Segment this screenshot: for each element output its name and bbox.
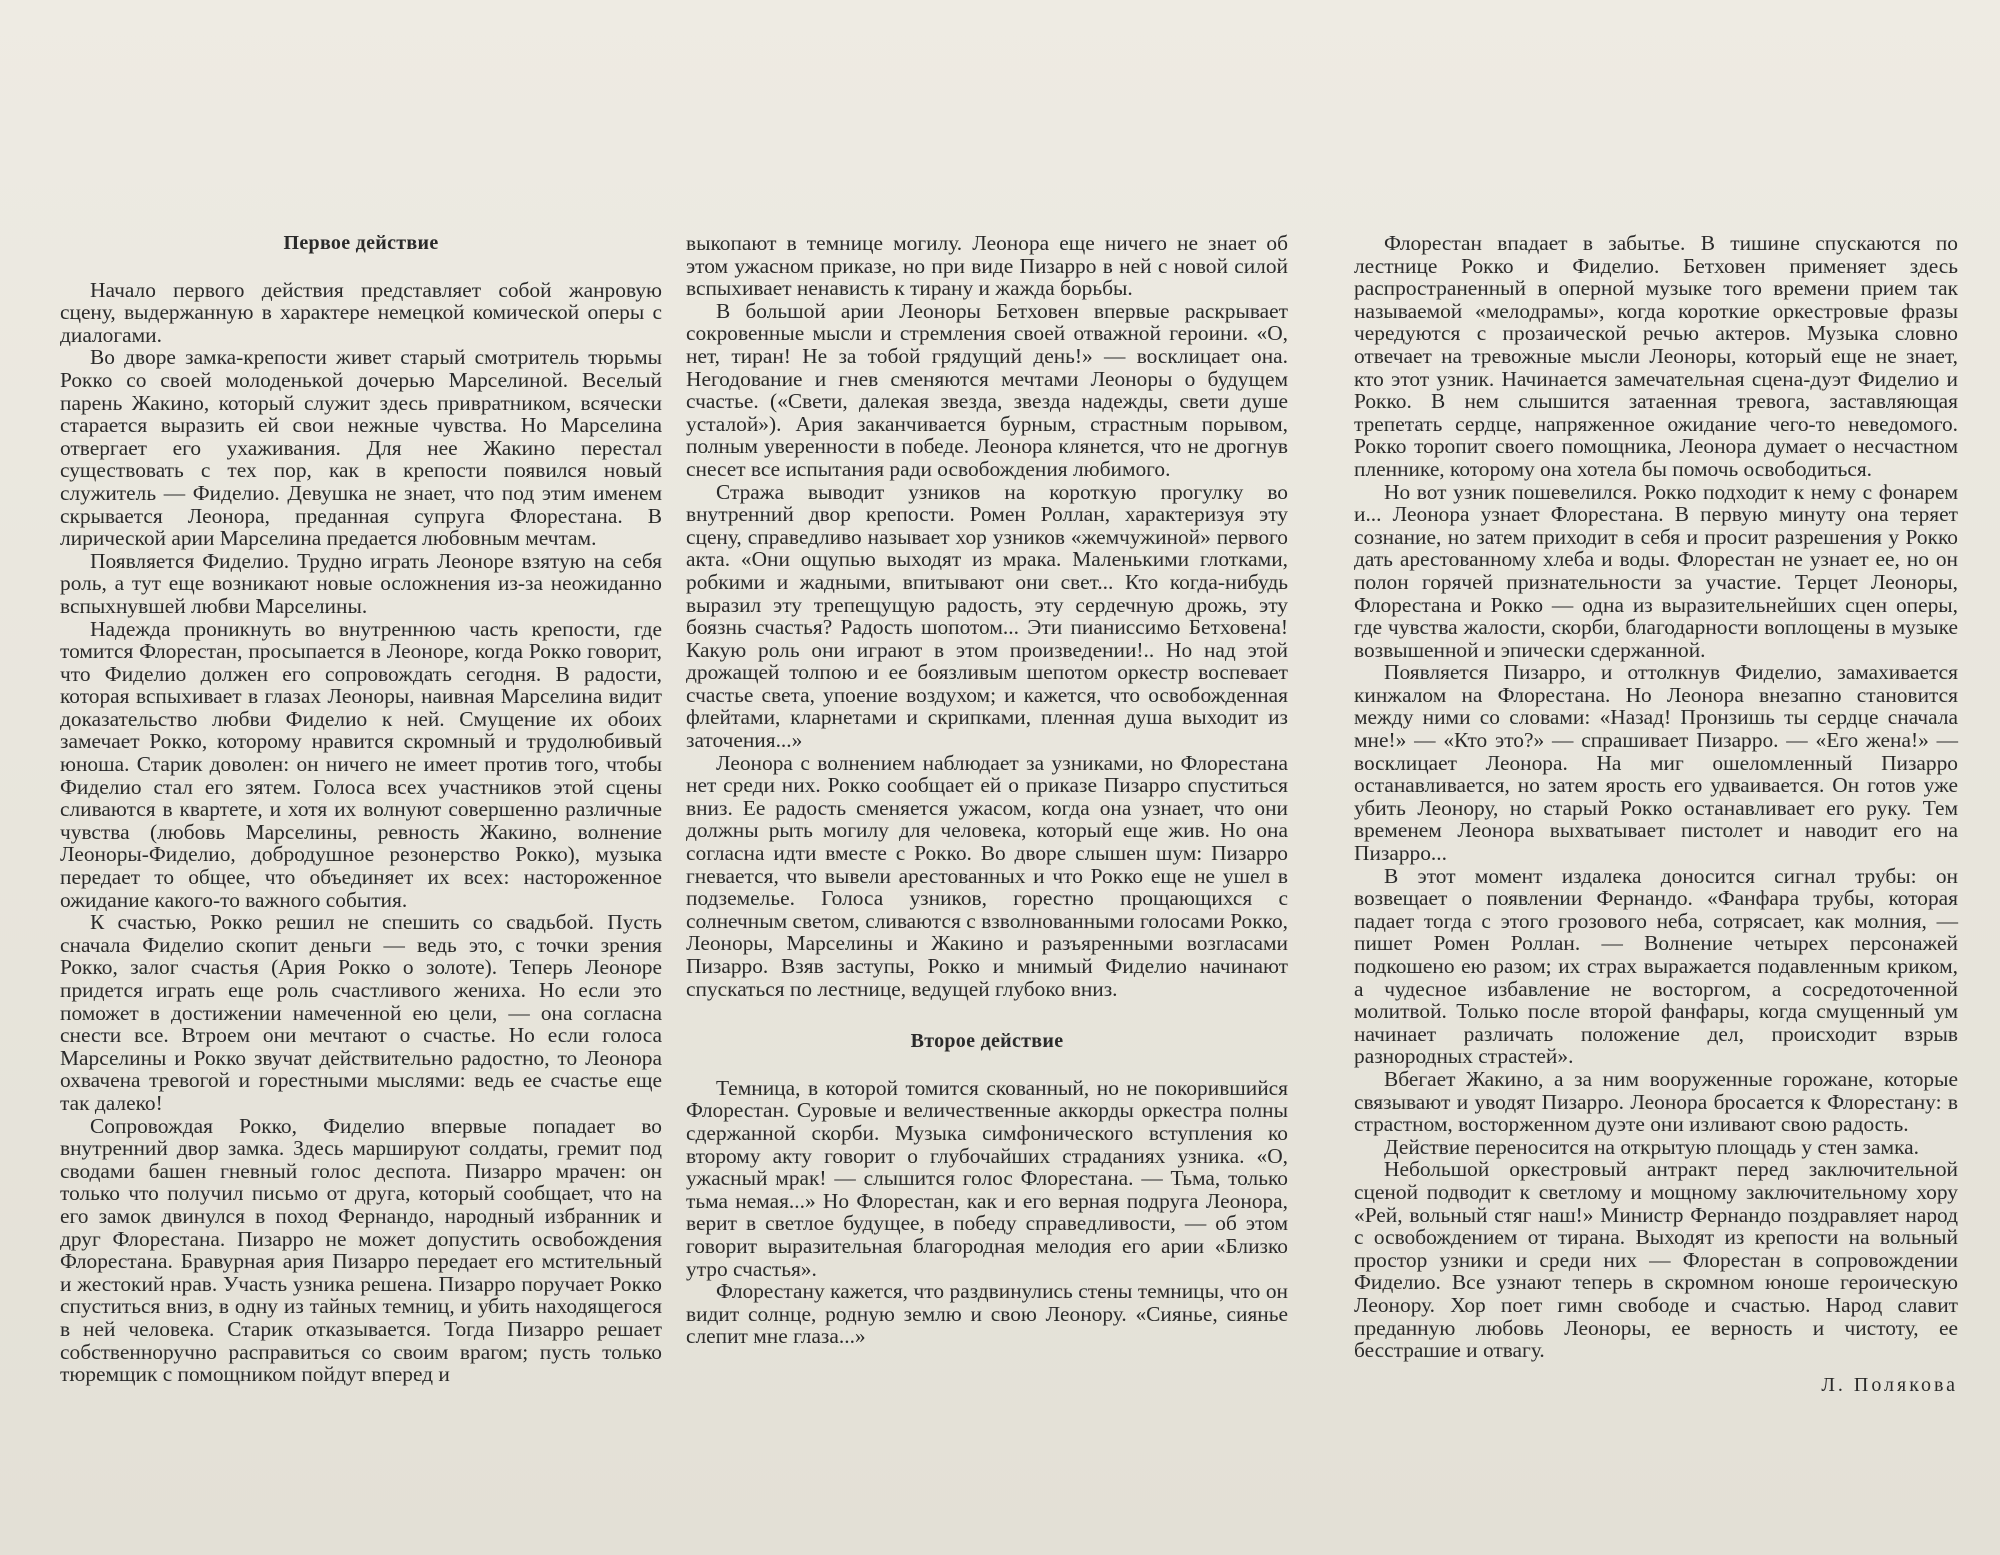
paragraph: К счастью, Рокко решил не спешить со свадьбой. Пусть сначала Фиделио скопит деньги — ведь это, с точки зрения Рокко, залог счастья (Ария Рокко о золоте). Теперь Леоноре придется играть еще роль счастливого жениха. Но если это поможет в достижении намеченной ею цели, — она согласна снести все. Втроем они мечтают о счастье. Но если голоса Марселины и Рокко звучат действительно радостно, то Леонора охвачена тревогой и горестными мыслями: ведь ее счастье еще так далеко! — [60, 910, 662, 1115]
paragraph: Появляется Пизарро, и оттолкнув Фиделио, замахивается кинжалом на Флорестана. Но Леонора внезапно становится между ними со словами: «Назад! Пронзишь ты сердце сначала мне!» — «Кто это?» — спрашивает Пизарро. — «Его жена!» — восклицает Леонора. На миг ошеломленный Пизарро останавливается, но затем ярость его удваивается. Он готов уже убить Леонору, но старый Рокко останавливает его руку. Тем временем Леонора выхватывает пистолет и наводит его на Пизарро... — [1354, 660, 1958, 866]
section-title-act-2: Второе действие — [910, 1030, 1064, 1053]
paragraph: Стража выводит узников на короткую прогулку во внутренний двор крепости. Ромен Роллан, характеризуя эту сцену, справедливо называет хор узников «жемчужиной» первого акта. «Они ощупью выходят из мрака. Маленькими глотками, робкими и жадными, впитывают они свет... Кто когда-нибудь выразил эту трепещущую радость, эту сердечную дрожь, эту боязнь счастья? Радость шопотом... Эти пианиссимо Бетховена! Какую роль они играют в этом произведении!.. Но над этой дрожащей толпою и ее боязливым шепотом оркестр воспевает счастье света, упоение воздухом; и кажется, что освобожденная флейтами, кларнетами и скрипками, пленная душа выходит из заточения...» — [686, 479, 1288, 753]
paragraph: Сопровождая Рокко, Фиделио впервые попадает во внутренний двор замка. Здесь маршируют солдаты, гремит под сводами башен гневный голос деспота. Пизарро мрачен: он только что получил письмо от друга, который сообщает, что на его замок двинулся в поход Фернандо, народный избранник и друг Флорестана. Пизарро не может допустить освобождения Флорестана. Бравурная ария Пизарро передает его мстительный и жестокий нрав. Участь узника решена. Пизарро поручает Рокко спуститься вниз, в одну из тайных темниц, и убить находящегося в ней человека. Старик отказывается. Тогда Пизарро решает собственноручно расправиться со своим врагом; пусть только тюремщик с помощником пойдут вперед и — [60, 1113, 662, 1387]
paragraph: Начало первого действия представляет собой жанровую сцену, выдержанную в характере немецкой комической оперы с диалогами. — [60, 277, 662, 347]
paragraph: В этот момент издалека доносится сигнал трубы: он возвещает о появлении Фернандо. «Фанфара трубы, которая падает тогда с этого грозового неба, сотрясает, как молния, — пишет Ромен Роллан. — Волнение четырех персонажей подкошено ею разом; их страх выражается подавленным криком, а чудесное избавление не восторгом, а сосредоточенной молитвой. Только после второй фанфары, когда смущенный ум начинает различать положение дел, происходит взрыв разнородных страстей». — [1354, 863, 1958, 1069]
paragraph: Надежда проникнуть во внутреннюю часть крепости, где томится Флорестан, просыпается в Леоноре, когда Рокко говорит, что Фиделио должен его сопровождать сегодня. В радости, которая вспыхивает в глазах Леоноры, наивная Марселина видит доказательство любви Фиделио к ней. Смущение их обоих замечает Рокко, которому нравится скромный и трудолюбивый юноша. Старик доволен: он ничего не имеет против того, чтобы Фиделио стал его зятем. Голоса всех участников этой сцены сливаются в квартете, и хотя их волнуют совершенно различные чувства (любовь Марселины, ревность Жакино, волнение Леоноры-Фиделио, добродушное резонерство Рокко), музыка передает то общее, что объединяет их всех: настороженное ожидание какого-то важного события. — [60, 616, 662, 912]
section-title-act-1: Первое действие — [283, 232, 439, 254]
paragraph: Флорестану кажется, что раздвинулись стены темницы, что он видит солнце, родную землю и свою Леонору. «Сиянье, сиянье слепит мне глаза...» — [686, 1279, 1288, 1349]
paragraph: Но вот узник пошевелился. Рокко подходит к нему с фонарем и... Леонора узнает Флорестана. В первую минуту она теряет сознание, но затем приходит в себя и просит разрешения у Рокко дать арестованному хлеба и воды. Флорестан не узнает ее, но он полон горячей признательности за участие. Терцет Леоноры, Флорестана и Рокко — одна из выразительнейших сцен оперы, где чувства жалости, скорби, благодарности воплощены в музыке возвышенной и эпически сдержанной. — [1354, 479, 1958, 662]
column-1 — [60, 232, 662, 1386]
paragraph: Леонора с волнением наблюдает за узниками, но Флорестана нет среди них. Рокко сообщает ей о приказе Пизарро спуститься вниз. Ее радость сменяется ужасом, когда она узнает, что они должны рыть могилу для человека, который еще жив. Но она согласна идти вместе с Рокко. Во дворе слышен шум: Пизарро гневается, что вывели арестованных и что Рокко еще не ушел в подземелье. Голоса узников, горестно прощающихся с солнечным светом, сливаются с взволнованными голосами Рокко, Леоноры, Марселины и Жакино и разъяренными возгласами Пизарро. Взяв заступы, Рокко и мнимый Фиделио начинают спускаться по лестнице, ведущей глубоко вниз. — [686, 750, 1288, 1001]
paragraph: Флорестан впадает в забытье. В тишине спускаются по лестнице Рокко и Фиделио. Бетховен применяет здесь распространенный в оперной музыке того времени прием так называемой «мелодрамы», когда короткие оркестровые фразы чередуются с прозаической речью актеров. Музыка словно отвечает на тревожные мысли Леоноры, который еще не знает, кто этот узник. Начинается замечательная сцена-дуэт Фиделио и Рокко. В нем слышится затаенная тревога, заставляющая трепетать сердце, напряженное ожидание чего-то неведомого. Рокко торопит своего помощника, Леонора думает о несчастном пленнике, которому она хотела бы помочь освободиться. — [1354, 231, 1958, 481]
paragraph: Появляется Фиделио. Трудно играть Леоноре взятую на себя роль, а тут еще возникают новые осложнения из-за неожиданно вспыхнувшей любви Марселины. — [60, 548, 662, 618]
column-2 — [686, 232, 1288, 1348]
column-3 — [1354, 232, 1958, 1396]
paragraph: выкопают в темнице могилу. Леонора еще ничего не знает об этом ужасном приказе, но при виде Пизарро в ней с новой силой вспыхивает ненависть к тирану и жажда борьбы. — [686, 231, 1288, 301]
paragraph: Во дворе замка-крепости живет старый смотритель тюрьмы Рокко со своей молоденькой дочерью Марселиной. Веселый парень Жакино, который служит здесь привратником, всячески старается выразить ей свои нежные чувства. Но Марселина отвергает его ухаживания. Для нее Жакино перестал существовать с тех пор, как в крепости появился новый служитель — Фиделио. Девушка не знает, что под этим именем скрывается Леонора, преданная супруга Флорестана. В лирической арии Марселина предается любовным мечтам. — [60, 345, 662, 551]
paragraph: Темница, в которой томится скованный, но не покорившийся Флорестан. Суровые и величественные аккорды оркестра полны сдержанной скорби. Музыка симфонического вступления ко второму акту говорит о глубочайших страданиях узника. «О, ужасный мрак! — слышится голос Флорестана. — Тьма, только тьма немая...» Но Флорестан, как и его верная подруга Леонора, верит в светлое будущее, в победу справедливости, — об этом говорит выразительная благородная мелодия его арии «Близко утро счастья». — [686, 1075, 1288, 1281]
paragraph: В большой арии Леоноры Бетховен впервые раскрывает сокровенные мысли и стремления своей отважной героини. «О, нет, тиран! Не за тобой грядущий день!» — восклицает она. Негодование и гнев сменяются мечтами Леоноры о будущем счастье. («Свети, далекая звезда, звезда надежды, свети душе усталой»). Ария заканчивается бурным, страстным порывом, полным уверенности в победе. Леонора клянется, что не дрогнув снесет все испытания ради освобождения любимого. — [686, 298, 1288, 481]
author-signature: Л. Полякова — [1821, 1373, 1958, 1396]
paragraph: Небольшой оркестровый антракт перед заключительной сценой подводит к светлому и мощному заключительному хору «Рей, вольный стяг наш!» Министр Фернандо поздравляет народ с освобождением от тирана. Выходят из крепости на вольный простор узники и среди них — Флорестан в сопровождении Фиделио. Все узнают теперь в скромном юноше героическую Леонору. Хор поет гимн свободе и счастью. Народ славит преданную любовь Леоноры, ее верность и чистоту, ее бесстрашие и отвагу. — [1354, 1157, 1958, 1363]
paragraph: Вбегает Жакино, а за ним вооруженные горожане, которые связывают и уводят Пизарро. Леонора бросается к Флорестану: в страстном, восторженном дуэте они изливают свою радость. — [1354, 1066, 1958, 1137]
paragraph: Действие переносится на открытую площадь у стен замка. — [1384, 1134, 1919, 1159]
